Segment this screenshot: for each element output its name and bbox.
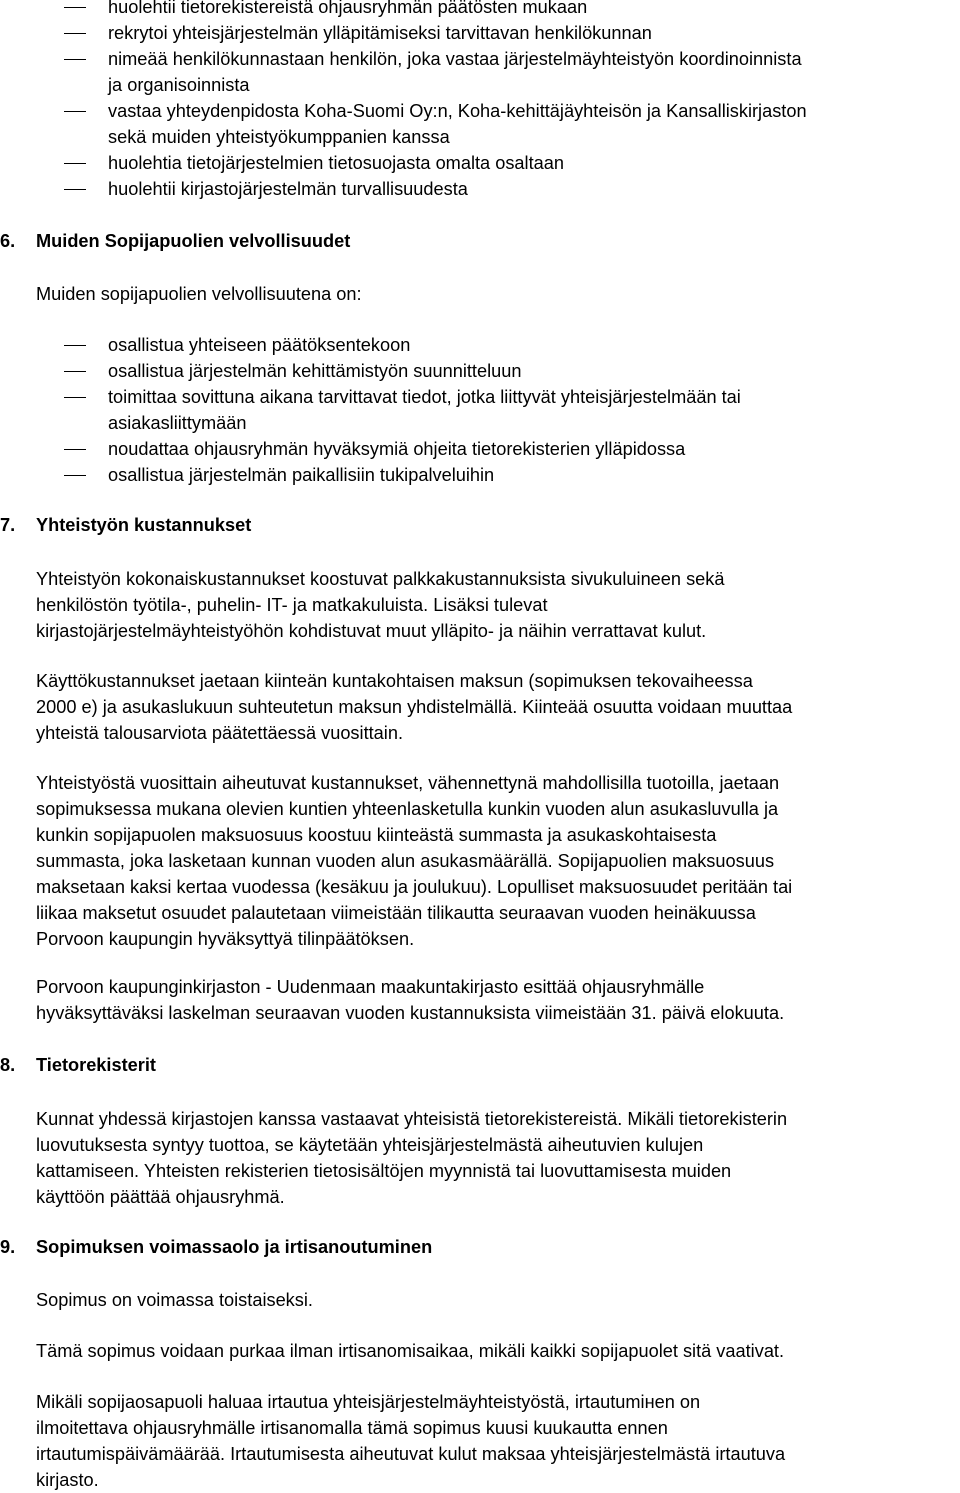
list-item bbox=[0, 436, 741, 462]
list-item-text: toimittaa sovittuna aikana tarvittavat tiedot, jotka liittyvät yhteisjärjestelmään tai asiakasliittymään bbox=[108, 387, 741, 433]
section-6-intro: Muiden sopijapuolien velvollisuutena on: bbox=[36, 284, 362, 304]
list-item bbox=[0, 0, 807, 20]
section-6-heading bbox=[0, 228, 350, 254]
list-item-text: noudattaa ohjausryhmän hyväksymiä ohjeita tietorekisterien ylläpidossa bbox=[108, 439, 686, 459]
list-item-text: osallistua järjestelmän kehittämistyön suunnitteluun bbox=[108, 361, 522, 381]
section-title: Muiden Sopijapuolien velvollisuudet bbox=[36, 231, 351, 251]
list-item-text: osallistua yhteiseen päätöksentekoon bbox=[108, 335, 411, 355]
section-number: 7. bbox=[0, 515, 16, 535]
paragraph: Mikäli sopijaosapuoli haluaa irtautua yhteisjärjestelmäyhteistyöstä, irtautumінen on ilmoitettava ohjausryhmälle irtisanomalla tämä sopimus kuusi kuukautta ennen irtautumispäivämäärää. Irtautumisesta aiheutuvat kulut maksaa yhteisjärjestelmästä irtautuva kirjasto. bbox=[36, 1392, 786, 1490]
list-item bbox=[0, 358, 741, 384]
paragraph: Tämä sopimus voidaan purkaa ilman irtisanomisaikaa, mikäli kaikki sopijapuolet sitä vaativat. bbox=[36, 1341, 785, 1361]
list-item-text: nimeää henkilökunnastaan henkilön, joka vastaa järjestelmäyhteistyön koordinoinnista ja organisoinnista bbox=[108, 49, 802, 95]
list-item-text: huolehtii tietorekistereistä ohjausryhmän päätösten mukaan bbox=[108, 0, 588, 17]
section-number: 6. bbox=[0, 231, 16, 251]
list-item-text: osallistua järjestelmän paikallisiin tukipalveluihin bbox=[108, 465, 495, 485]
dash-bullet bbox=[64, 345, 86, 346]
dash-bullet bbox=[64, 33, 86, 34]
dash-bullet bbox=[64, 189, 86, 190]
section-7-heading bbox=[0, 512, 251, 538]
paragraph: Yhteistyön kokonaiskustannukset koostuvat palkkakustannuksista sivukuluineen sekä henkilöstön työtila-, puhelin- IT- ja matkakuluista. Lisäksi tulevat kirjastojärjestelmäyhteistyöhön kohdistuvat muut ylläpito- ja näihin verrattavat kulut. bbox=[36, 569, 725, 641]
list-item bbox=[0, 384, 741, 436]
list-item bbox=[0, 332, 741, 358]
list-item bbox=[0, 176, 807, 202]
dash-bullet bbox=[64, 475, 86, 476]
paragraph: Käyttökustannukset jaetaan kiinteän kuntakohtaisen maksun (sopimuksen tekovaiheessa 2000 e) ja asukaslukuun suhteutetun maksun yhdistelmällä. Kiinteää osuutta voidaan muuttaa yhteistä talousarviota päätettäessä vuosittain. bbox=[36, 671, 793, 743]
dash-bullet bbox=[64, 7, 86, 8]
dash-bullet bbox=[64, 449, 86, 450]
section-number: 9. bbox=[0, 1237, 16, 1257]
responsibility-list bbox=[0, 0, 807, 202]
paragraph: Kunnat yhdessä kirjastojen kanssa vastaavat yhteisistä tietorekistereistä. Mikäli tietorekisterin luovutuksesta syntyy tuottoa, se käytetään yhteisjärjestelmästä aiheutuvien kulujen kattamiseen. Yhteisten rekisterien tietosisältöjen myynnistä tai luovuttamisesta muiden käyttöön päättää ohjausryhmä. bbox=[36, 1109, 788, 1207]
list-item bbox=[0, 20, 807, 46]
section-9-heading bbox=[0, 1234, 432, 1260]
list-item-text: huolehtia tietojärjestelmien tietosuojasta omalta osaltaan bbox=[108, 153, 564, 173]
dash-bullet bbox=[64, 163, 86, 164]
dash-bullet bbox=[64, 397, 86, 398]
list-item-text: rekrytoi yhteisjärjestelmän ylläpitämiseksi tarvittavan henkilökunnan bbox=[108, 23, 652, 43]
paragraph: Sopimus on voimassa toistaiseksi. bbox=[36, 1290, 313, 1310]
list-item-text: huolehtii kirjastojärjestelmän turvallisuudesta bbox=[108, 179, 468, 199]
dash-bullet bbox=[64, 111, 86, 112]
section-8-heading bbox=[0, 1052, 156, 1078]
paragraph: Porvoon kaupunginkirjaston - Uudenmaan maakuntakirjasto esittää ohjausryhmälle hyväksyttäväksi laskelman seuraavan vuoden kustannuksista viimeistään 31. päivä elokuuta. bbox=[36, 977, 785, 1023]
section-title: Sopimuksen voimassaolo ja irtisanoutuminen bbox=[36, 1237, 433, 1257]
list-item bbox=[0, 46, 807, 98]
list-item bbox=[0, 462, 741, 488]
paragraph: Yhteistyöstä vuosittain aiheutuvat kustannukset, vähennettynä mahdollisilla tuotoilla, jaetaan sopimuksessa mukana olevien kuntien yhteenlasketulla kunkin vuoden alun asukasluvulla ja kunkin sopijapuolen maksuosuus koostuu kiinteästä summasta ja asukaskohtaisesta summasta, joka lasketaan kunnan vuoden alun asukasmäärällä. Sopijapuolien maksuosuus maksetaan kaksi kertaa vuodessa (kesäkuu ja joulukuu). Lopulliset maksuosuudet peritään tai liikaa maksetut osuudet palautetaan viimeistään tilikautta seuraavan vuoden heinäkuussa Porvoon kaupungin hyväksyttyä tilinpäätöksen. bbox=[36, 773, 793, 949]
section-title: Yhteistyön kustannukset bbox=[36, 515, 252, 535]
section-number: 8. bbox=[0, 1055, 16, 1075]
section-title: Tietorekisterit bbox=[36, 1055, 156, 1075]
list-item bbox=[0, 150, 807, 176]
obligations-list bbox=[0, 332, 741, 488]
dash-bullet bbox=[64, 371, 86, 372]
list-item-text: vastaa yhteydenpidosta Koha-Suomi Oy:n, Koha-kehittäjäyhteisön ja Kansalliskirjaston sekä muiden yhteistyökumppanien kanssa bbox=[108, 101, 807, 147]
dash-bullet bbox=[64, 59, 86, 60]
list-item bbox=[0, 98, 807, 150]
